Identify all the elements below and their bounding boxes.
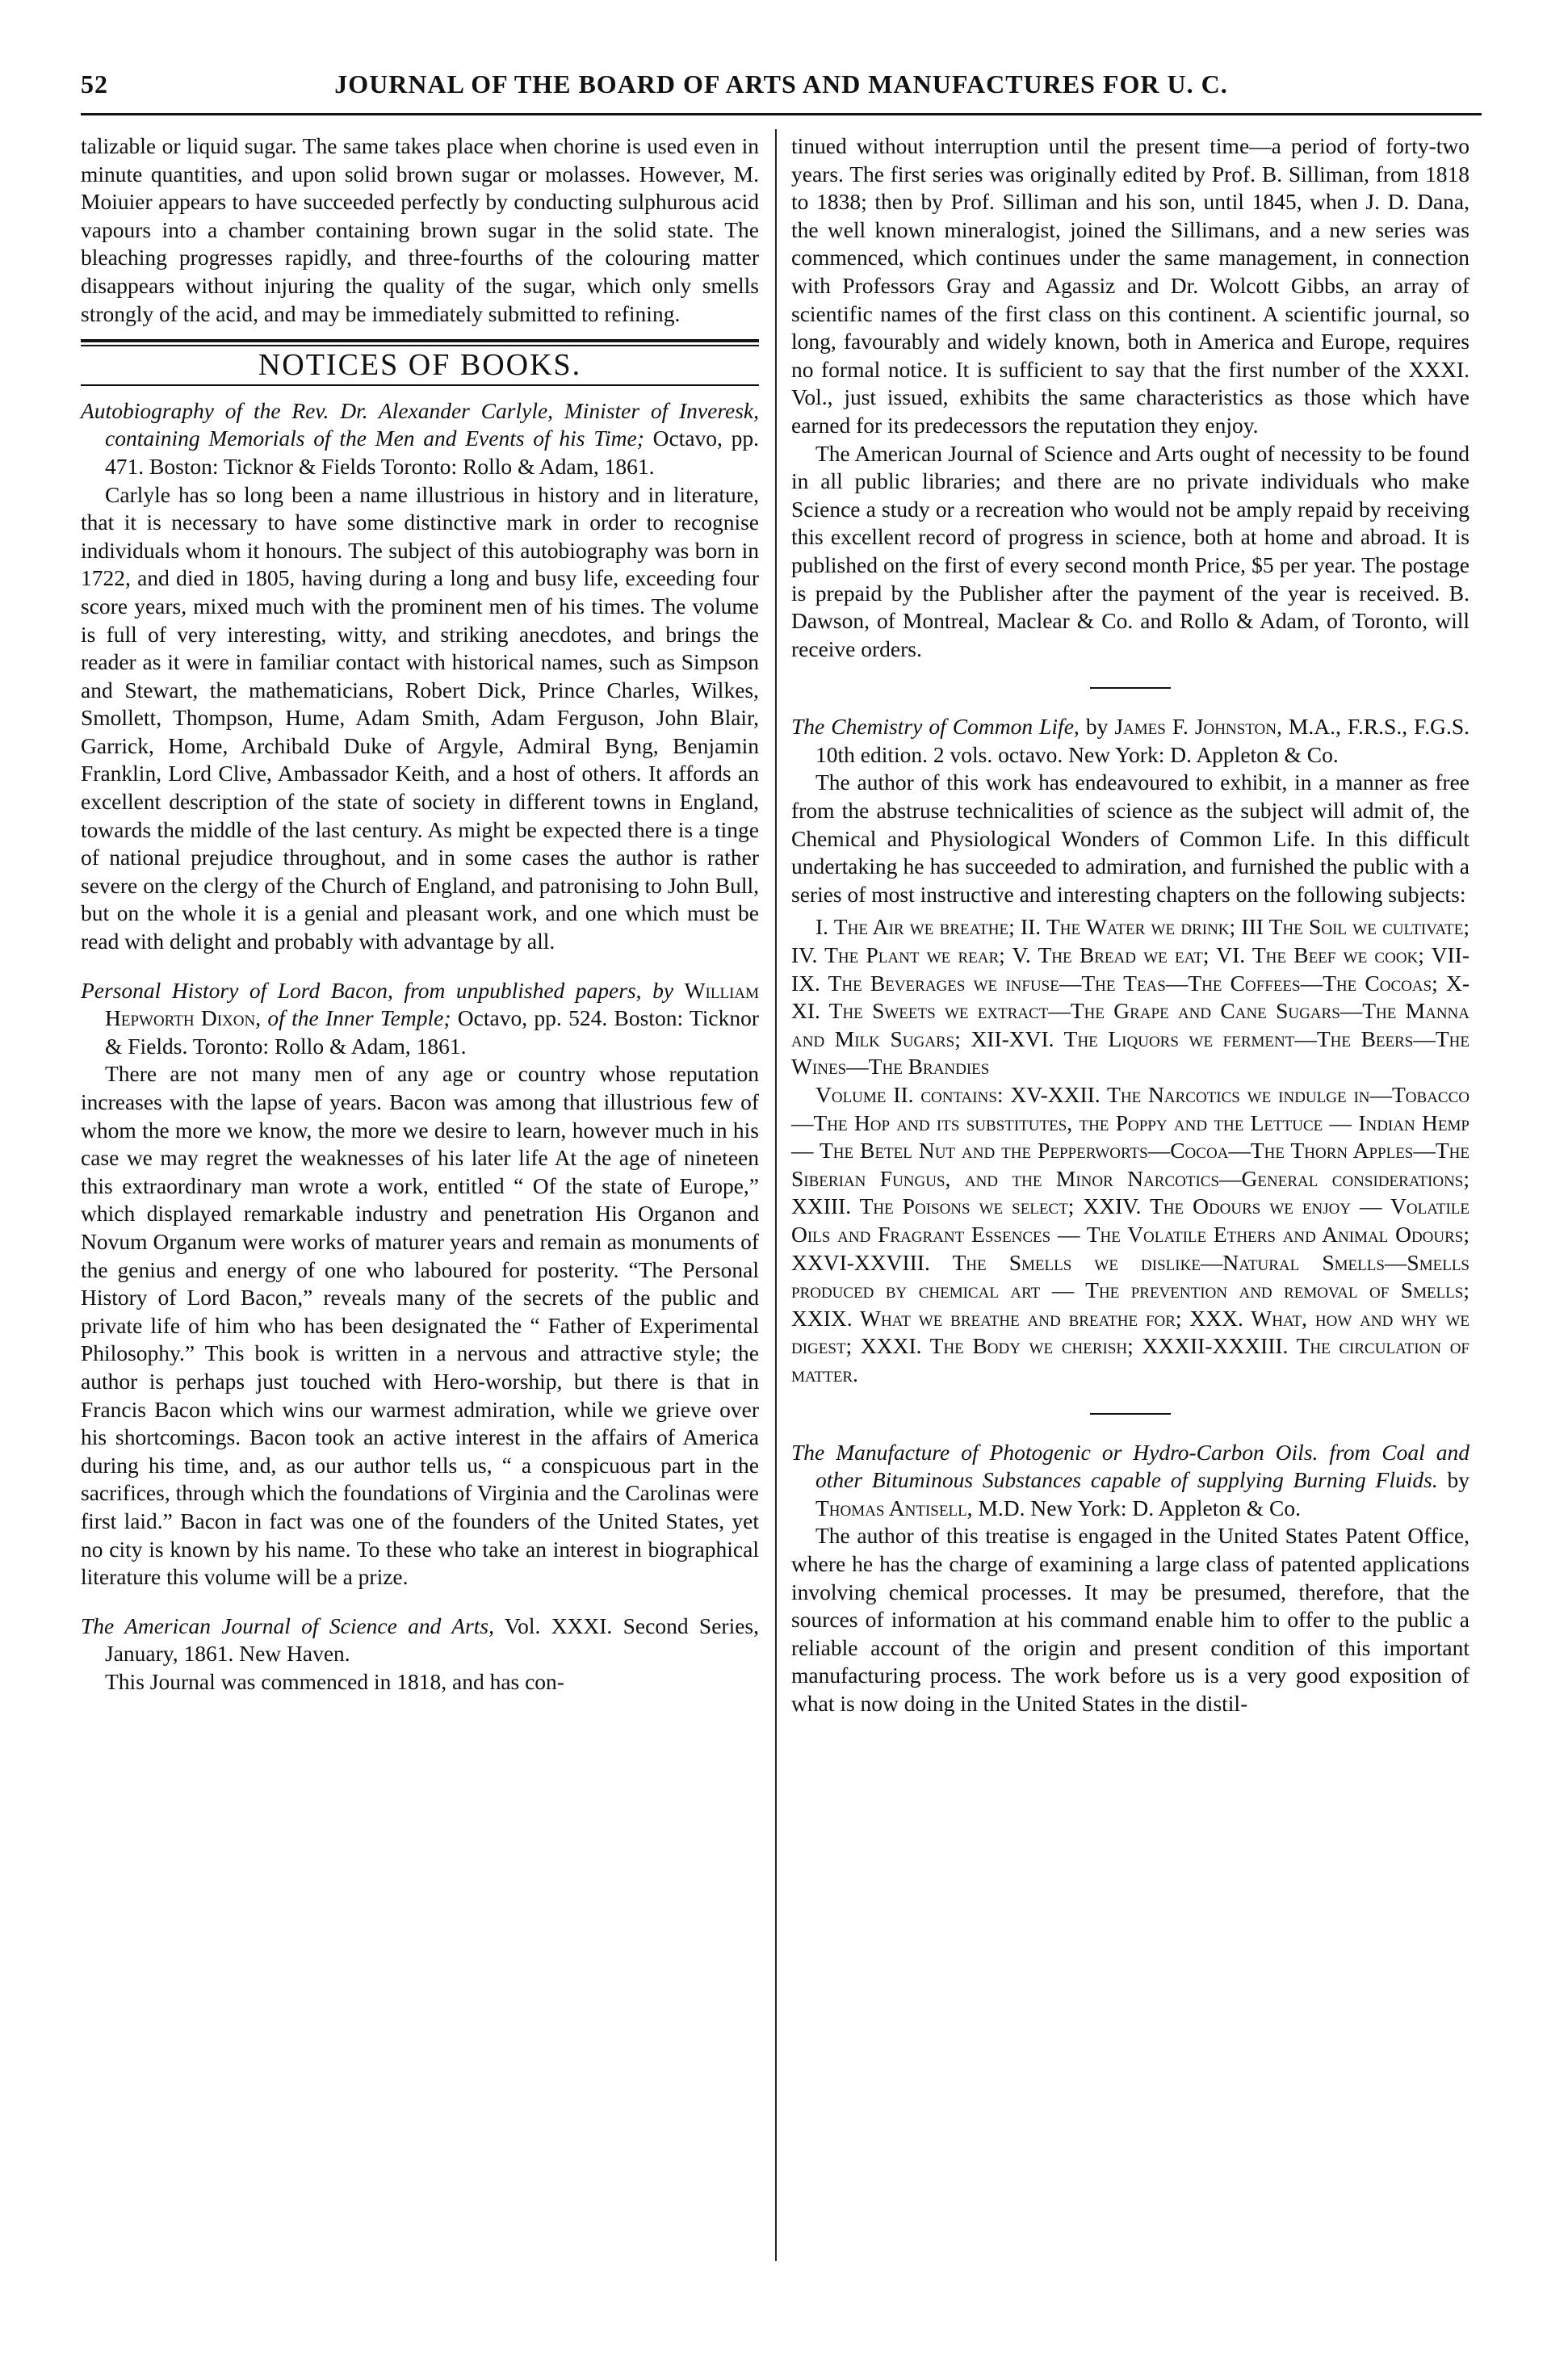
continued-paragraph: talizable or liquid sugar. The same takes place when chorine is used even in minute quantities, and upon solid brown sugar or molasses. However, M. Moiuier appears to have succeeded perfectly by conducting sulphurous acid vapours into a chamber containing brown sugar in the solid state. The bleaching progresses rapidly, and three-fourths of the colouring matter disappears without injuring the quality of the sugar, which only smells strongly of the acid, and may be immediately submitted to refining. [81, 133, 759, 326]
review-body: There are not many men of any age or country whose reputation increases with the lapse of years. Bacon was among that illustrious few of whom the more we know, the more we desire to learn, however much in his case we may regret the weaknesses of his later life At the age of nineteen this extraordinary man wrote a work, entitled “ Of the state of Europe,” which displayed remarkable industry and penetration His Organon and Novum Organum were works of maturer years and remain as monuments of the genius and energy of one who laboured for posterity. “The Personal History of Lord Bacon,” reveals many of the secrets of the public and private life of him who has been designated the “ Father of Experimental Philosophy.” This book is written in a nervous and attractive style; the author is perhaps just touched with Hero-worship, but there is that in Francis Bacon which wins our warmest admiration, while we grieve over his shortcomings. Bacon took an active interest in the affairs of America during his time, and, as our author tells us, “ a conspicuous part in the sacrifices, through which the foundations of Virginia and the Carolinas were first laid.” Bacon in fact was one of the founders of the United States, yet no city is known by his name. To these who take an interest in biographical literature this volume will be a prize. [81, 1061, 759, 1590]
book-title: The Chemistry of Common Life, [791, 714, 1080, 740]
section-rule-thin [81, 345, 759, 346]
book-author: James F. Johnston, [1114, 714, 1282, 740]
separator-rule [1090, 1413, 1171, 1415]
book-author: Thomas Antisell, [815, 1495, 973, 1520]
book-entry-oils [791, 1439, 1469, 1523]
book-title: The Manufacture of Photogenic or Hydro-Carbon Oils. from Coal and other Bituminous Substances capable of supplying Burning Fluids. [791, 1439, 1469, 1493]
book-author-prefix: by [652, 977, 674, 1003]
review-body: Carlyle has so long been a name illustrious in history and in literature, that it is necessary to have some distinctive mark in order to recognise individuals whom it honours. The subject of this autobiography was born in 1722, and died in 1805, having during a long and busy life, exceeding four score years, mixed much with the prominent men of his times. The volume is full of very interesting, witty, and striking anecdotes, and brings the reader as it were in familiar contact with historical names, such as Simpson and Stewart, the mathematicians, Robert Dick, Prince Charles, Wilkes, Smollett, Thompson, Hume, Adam Smith, Adam Ferguson, John Blair, Garrick, Home, Archibald Duke of Argyle, Admiral Byng, Benjamin Franklin, Lord Clive, Ambassador Keith, and a host of others. It affords an excellent description of the state of society in different towns in England, towards the middle of the last century. As might be expected there is a tinge of national prejudice throughout, and in some cases the author is rather severe on the clergy of the Church of England, and patronising to John Bull, but on the whole it is a genial and pleasant work, and one which must be read with delight and probably with advantage by all. [81, 481, 759, 954]
contents-list-volume-1: I. The Air we breathe; II. The Water we drink; III The Soil we cultivate; IV. The Plant we rear; V. The Bread we eat; VI. The Beef we cook; VII-IX. The Beverages we infuse—The Teas—The Coffees—The Cocoas; X-XI. The Sweets we extract—The Grape and Cane Sugars—The Manna and Milk Sugars; XII-XVI. The Liquors we ferment—The Beers—The Wines—The Brandies [791, 914, 1469, 1080]
separator-rule [1090, 687, 1171, 689]
right-column [791, 132, 1469, 1717]
review-body: The author of this treatise is engaged in the United States Patent Office, where he has the charge of examining a large class of patented applications involving chemical processes. It may be presumed, therefore, that the sources of information at his command enable him to offer to the public a reliable account of the origin and present condition of this important manufacturing process. The work before us is a very good exposition of what is now doing in the United States in the distil- [791, 1523, 1469, 1716]
book-title: The American Journal of Science and Arts, [81, 1613, 494, 1638]
header-rule [81, 113, 1482, 115]
book-author-prefix: by [1447, 1467, 1470, 1493]
book-author-affiliation: of the Inner Temple; [267, 1005, 451, 1031]
book-author-prefix: by [1085, 714, 1109, 740]
review-body-continued: tinued without interruption until the present time—a period of forty-two years. The first series was originally edited by Prof. B. Silliman, from 1818 to 1838; then by Prof. Silliman and his son, until 1845, when J. D. Dana, the well known mineralogist, joined the Sillimans, and a new series was commenced, which continues under the same management, in connection with Professors Gray and Agassiz and Dr. Wolcott Gibbs, an array of scientific names of the first class on this continent. A scientific journal, so long, favourably and widely known, both in America and Europe, requires no formal notice. It is sufficient to say that the first number of the XXXI. Vol., just issued, exhibits the same characteristics as those which have earned for its predecessors the reputation they enjoy. [791, 133, 1469, 438]
book-entry-journal [81, 1613, 759, 1668]
section-rule-thick [81, 339, 759, 342]
column-divider [775, 129, 777, 2261]
book-imprint: M.A., F.R.S., F.G.S. 10th edition. 2 vols. octavo. New York: D. Appleton & Co. [815, 714, 1469, 767]
book-entry-bacon [81, 977, 759, 1061]
review-body: The author of this work has endeavoured to exhibit, in a manner as free from the abstruse technicalities of science as the subject will admit of, the Chemical and Physiological Wonders of Common Life. In this difficult undertaking he has succeeded to admiration, and furnished the public with a series of most instructive and interesting chapters on the following subjects: [791, 770, 1469, 907]
page-number: 52 [81, 69, 108, 99]
book-title: Personal History of Lord Bacon, from unpublished papers, [81, 977, 642, 1003]
section-title-rule [81, 384, 759, 386]
book-imprint: M.D. New York: D. Appleton & Co. [978, 1495, 1301, 1520]
book-entry-chemistry [791, 713, 1469, 769]
review-body-start: This Journal was commenced in 1818, and has con- [105, 1668, 564, 1694]
book-imprint: Octavo, pp. 524. Boston: Ticknor & Fields. Toronto: Rollo & Adam, 1861. [105, 1005, 759, 1059]
journal-title: JOURNAL OF THE BOARD OF ARTS AND MANUFACTURES FOR U. C. [334, 69, 1228, 99]
book-title: Autobiography of the Rev. Dr. Alexander Carlyle, Minister of Inveresk, containing Memorials of the Men and Events of his Time; [81, 397, 759, 451]
section-title: NOTICES OF BOOKS. [258, 348, 582, 383]
book-entry-carlyle [81, 397, 759, 481]
book-imprint: Vol. XXXI. Second Series, January, 1861. New Haven. [105, 1613, 759, 1667]
contents-list-volume-2: Volume II. contains: XV-XXII. The Narcotics we indulge in—Tobacco—The Hop and its substitutes, the Poppy and the Lettuce — Indian Hemp — The Betel Nut and the Pepperworts—Cocoa—The Thorn Apples—The Siberian Fungus, and the Minor Narcotics—General considerations; XXIII. The Poisons we select; XXIV. The Odours we enjoy — Volatile Oils and Fragrant Essences — The Volatile Ethers and Animal Odours; XXVI-XXVIII. The Smells we dislike—Natural Smells—Smells produced by chemical art — The prevention and removal of Smells; XXIX. What we breathe and breathe for; XXX. What, how and why we digest; XXXI. The Body we cherish; XXXII-XXXIII. The circulation of matter. [791, 1082, 1469, 1386]
book-imprint: Octavo, pp. 471. Boston: Ticknor & Fields Toronto: Rollo & Adam, 1861. [105, 426, 759, 479]
left-column [81, 132, 759, 1696]
book-author: William Hepworth Dixon, [105, 977, 760, 1031]
review-body: The American Journal of Science and Arts ought of necessity to be found in all public libraries; and there are no private individuals who make Science a study or a recreation who would not be amply repaid by receiving this excellent record of progress in science, both at home and abroad. It is published on the first of every second month Price, $5 per year. The postage is prepaid by the Publisher after the payment of the year is received. B. Dawson, of Montreal, Maclear & Co. and Rollo & Adam, of Toronto, will receive orders. [791, 440, 1469, 661]
